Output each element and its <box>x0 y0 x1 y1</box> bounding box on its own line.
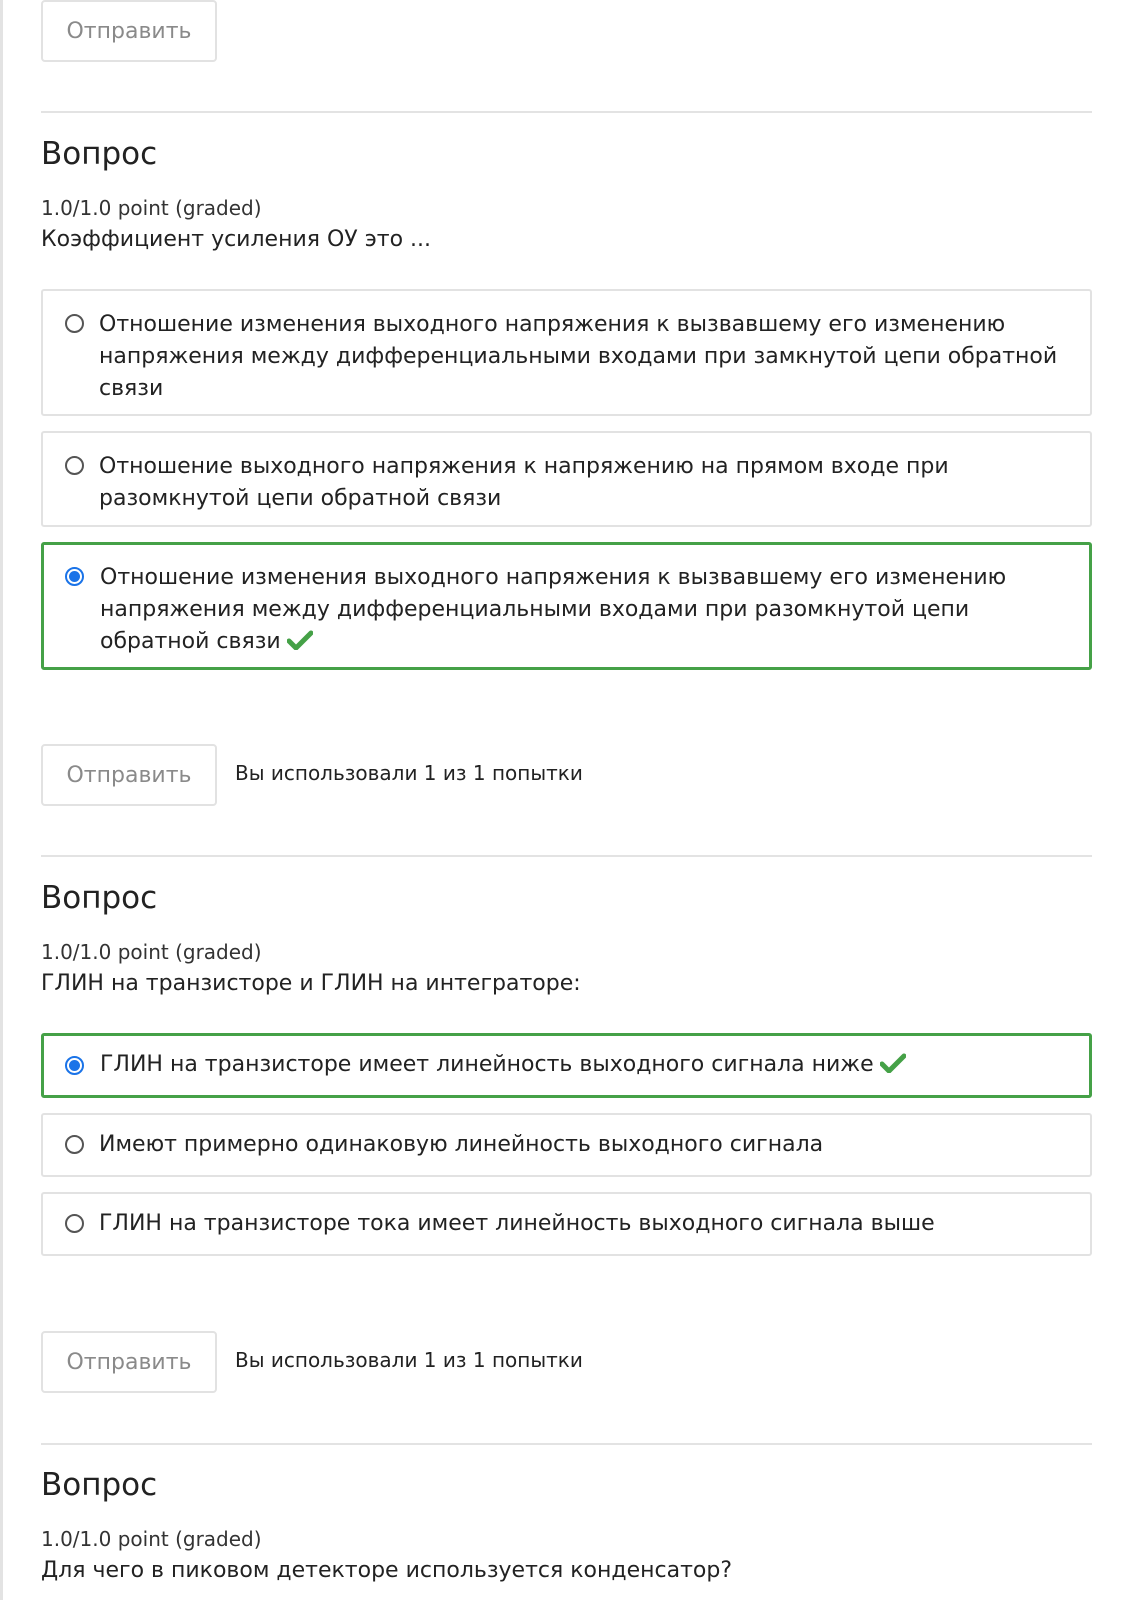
radio-button-selected[interactable] <box>65 1056 84 1075</box>
divider <box>41 1443 1092 1445</box>
submit-button[interactable]: Отправить <box>41 744 217 806</box>
radio-button[interactable] <box>65 1135 84 1154</box>
left-border <box>0 0 3 1600</box>
submit-button[interactable]: Отправить <box>41 0 217 62</box>
question-points: 1.0/1.0 point (graded) <box>41 196 262 220</box>
radio-button[interactable] <box>65 1214 84 1233</box>
option-label: ГЛИН на транзисторе тока имеет линейность выходного сигнала выше <box>99 1211 935 1236</box>
checkmark-icon <box>880 1053 906 1073</box>
question-title: Вопрос <box>41 1467 158 1503</box>
question-text: Коэффициент усиления ОУ это ... <box>41 227 432 252</box>
question-points: 1.0/1.0 point (graded) <box>41 940 262 964</box>
question-title: Вопрос <box>41 136 158 172</box>
option-label: ГЛИН на транзисторе имеет линейность выходного сигнала ниже <box>100 1052 874 1077</box>
radio-button-selected[interactable] <box>65 567 84 586</box>
answer-option[interactable] <box>41 431 1092 527</box>
option-label: Отношение изменения выходного напряжения к вызвавшему его изменению напряжения между дифференциальными входами при замкнутой цепи обратной связи <box>99 312 1058 401</box>
answer-option[interactable] <box>41 1113 1092 1177</box>
question-points: 1.0/1.0 point (graded) <box>41 1527 262 1551</box>
question-text: ГЛИН на транзисторе и ГЛИН на интеграторе: <box>41 971 581 996</box>
answer-option[interactable] <box>41 289 1092 416</box>
option-label: Отношение выходного напряжения к напряжению на прямом входе при разомкнутой цепи обратной связи <box>99 454 949 511</box>
divider <box>41 855 1092 857</box>
attempts-text: Вы использовали 1 из 1 попытки <box>235 761 583 785</box>
checkmark-icon <box>287 630 313 650</box>
submit-button[interactable]: Отправить <box>41 1331 217 1393</box>
answer-option[interactable] <box>41 1192 1092 1256</box>
answer-option-correct[interactable] <box>41 542 1092 670</box>
question-text: Для чего в пиковом детекторе используется конденсатор? <box>41 1558 732 1583</box>
radio-button[interactable] <box>65 314 84 333</box>
divider <box>41 111 1092 113</box>
answer-option-correct[interactable] <box>41 1033 1092 1098</box>
radio-button[interactable] <box>65 456 84 475</box>
option-label: Имеют примерно одинаковую линейность выходного сигнала <box>99 1132 824 1157</box>
option-label: Отношение изменения выходного напряжения к вызвавшему его изменению напряжения между дифференциальными входами при разомкнутой цепи обратной связи <box>100 565 1007 654</box>
question-title: Вопрос <box>41 880 158 916</box>
attempts-text: Вы использовали 1 из 1 попытки <box>235 1348 583 1372</box>
